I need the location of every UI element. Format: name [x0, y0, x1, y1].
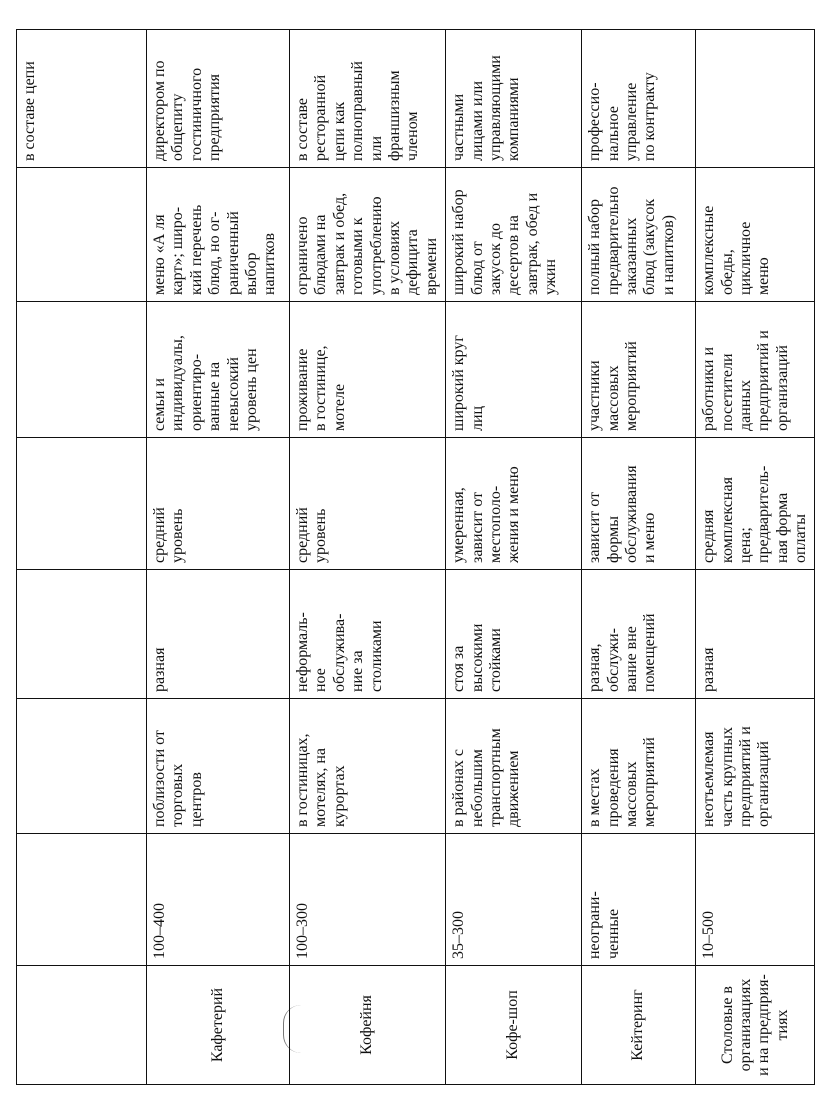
cell-location: в местах проведения массовых мероприятий — [582, 699, 696, 834]
cell-capacity: 10–500 — [696, 834, 815, 966]
cell-name: Кейтеринг — [582, 966, 696, 1085]
cell-management — [696, 30, 815, 168]
cell-clients: участники массовых мероприятий — [582, 302, 696, 438]
table-row — [290, 30, 446, 1085]
cell-price — [17, 438, 147, 570]
table-body — [17, 30, 815, 1085]
cell-management: частными лицами или управляющими компаниями — [446, 30, 582, 168]
cell-name — [17, 966, 147, 1085]
cell-service: разная, обслужи- вание вне помещений — [582, 570, 696, 699]
cell-location — [17, 699, 147, 834]
cell-price: умеренная, зависит от местополо- жения и меню — [446, 438, 582, 570]
cell-menu — [17, 168, 147, 302]
cell-price: зависит от формы обслуживания и меню — [582, 438, 696, 570]
rotated-page — [16, 30, 810, 1085]
table-row — [17, 30, 147, 1085]
cell-menu: меню «А ля карт»; широ- кий перечень блюд, но ог- раниченный выбор напитков — [147, 168, 290, 302]
cell-management: директором по общепиту гостиничного предприятия — [147, 30, 290, 168]
cell-service: разная — [696, 570, 815, 699]
table-row — [446, 30, 582, 1085]
cell-name: Столовые в организациях и на предприя- тиях — [696, 966, 815, 1085]
cell-clients — [17, 302, 147, 438]
cell-name: Кофейня — [290, 966, 446, 1085]
table-row — [147, 30, 290, 1085]
cell-price: средний уровень — [147, 438, 290, 570]
cell-menu: комплексные обеды, цикличное меню — [696, 168, 815, 302]
cell-name: Кофе-шоп — [446, 966, 582, 1085]
cell-name: Кафетерий — [147, 966, 290, 1085]
cell-menu: полный набор предварительно заказанных блюд (закусок и напитков) — [582, 168, 696, 302]
cell-capacity: 100–400 — [147, 834, 290, 966]
cell-clients: работники и посетители данных предприятий и организаций — [696, 302, 815, 438]
cell-service: стоя за высокими стойками — [446, 570, 582, 699]
establishments-table — [16, 29, 815, 1085]
cell-service — [17, 570, 147, 699]
cell-capacity: неограни- ченные — [582, 834, 696, 966]
cell-service: неформаль- ное обслужива- ние за столиками — [290, 570, 446, 699]
cell-menu: широкий набор блюд от закусок до десертов на завтрак, обед и ужин — [446, 168, 582, 302]
cell-capacity: 100–300 — [290, 834, 446, 966]
table-row — [582, 30, 696, 1085]
cell-location: в гостиницах, мотелях, на курортах — [290, 699, 446, 834]
cell-clients: семьи и индивидуалы, ориентиро- ванные на невысокий уровень цен — [147, 302, 290, 438]
table-row — [696, 30, 815, 1085]
cell-price: средний уровень — [290, 438, 446, 570]
cell-menu: ограничено блюдами на завтрак и обед, готовыми к употреблению в условиях дефицита времени — [290, 168, 446, 302]
cell-location: неотъемлемая часть крупных предприятий и организаций — [696, 699, 815, 834]
cell-clients: широкий круг лиц — [446, 302, 582, 438]
cell-service: разная — [147, 570, 290, 699]
cell-management: профессио- нальное управление по контракту — [582, 30, 696, 168]
cell-management: в составе ресторанной цепи как полноправный или франшизным членом — [290, 30, 446, 168]
cell-price: средняя комплексная цена; предваритель- ная форма оплаты — [696, 438, 815, 570]
cell-clients: проживание в гостинице, мотеле — [290, 302, 446, 438]
cell-location: поблизости от торговых центров — [147, 699, 290, 834]
cell-capacity: 35–300 — [446, 834, 582, 966]
cell-management: в составе цепи — [17, 30, 147, 168]
cell-location: в районах с небольшим транспортным движением — [446, 699, 582, 834]
cell-capacity — [17, 834, 147, 966]
